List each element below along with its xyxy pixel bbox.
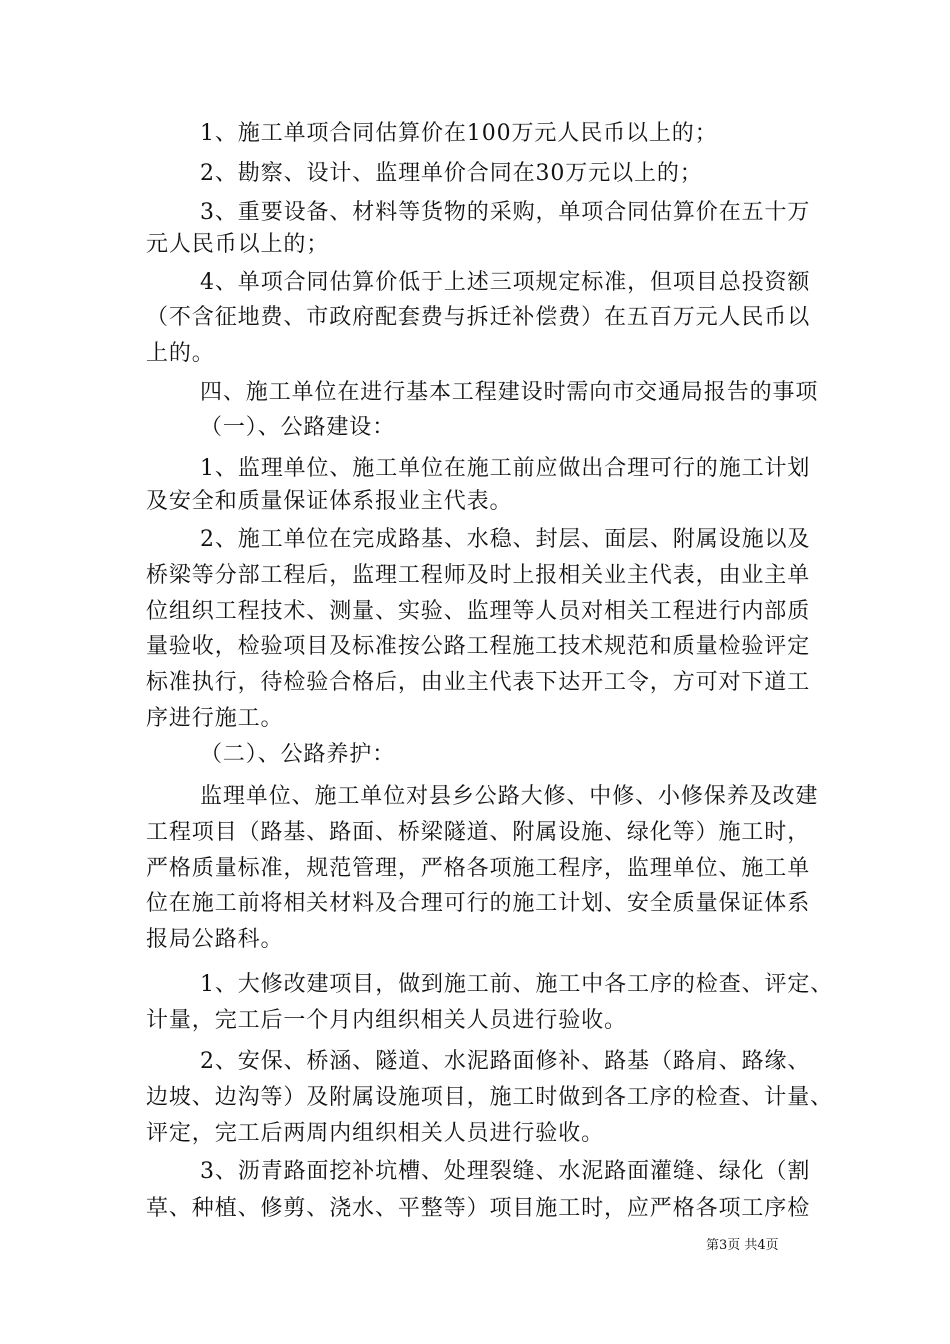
- subsection-heading: （二）、公路养护：: [200, 742, 396, 767]
- text-line: 工程项目（路基、路面、桥梁隧道、附属设施、绿化等）施工时，: [146, 820, 811, 845]
- section-heading: 四、施工单位在进行基本工程建设时需向市交通局报告的事项: [200, 380, 819, 405]
- text-line: 计量，完工后一个月内组织相关人员进行验收。: [146, 1008, 627, 1033]
- text-line: 4、单项合同估算价低于上述三项规定标准，但项目总投资额: [200, 270, 811, 295]
- page-number: 第3页 共4页: [706, 1238, 779, 1253]
- text-line: 1、大修改建项目，做到施工前、施工中各工序的检查、评定、: [200, 972, 834, 997]
- text-line: 边坡、边沟等）及附属设施项目，施工时做到各工序的检查、计量、: [146, 1085, 834, 1110]
- text-line: 监理单位、施工单位对县乡公路大修、中修、小修保养及改建: [200, 784, 819, 809]
- text-line: 2、勘察、设计、监理单价合同在30万元以上的；: [200, 161, 703, 186]
- text-line: 2、施工单位在完成路基、水稳、封层、面层、附属设施以及: [200, 527, 811, 552]
- text-line: 1、施工单项合同估算价在100万元人民币以上的；: [200, 121, 718, 146]
- text-line: 草、种植、修剪、浇水、平整等）项目施工时，应严格各项工序检: [146, 1196, 811, 1221]
- text-line: 位在施工前将相关材料及合理可行的施工计划、安全质量保证体系: [146, 891, 811, 916]
- text-line: 桥梁等分部工程后，监理工程师及时上报相关业主代表，由业主单: [146, 563, 811, 588]
- text-line: 3、沥青路面挖补坑槽、处理裂缝、水泥路面灌缝、绿化（割: [200, 1159, 811, 1184]
- text-line: 量验收，检验项目及标准按公路工程施工技术规范和质量检验评定: [146, 634, 811, 659]
- subsection-heading: （一）、公路建设：: [200, 415, 396, 440]
- text-line: 3、重要设备、材料等货物的采购，单项合同估算价在五十万: [200, 200, 811, 225]
- text-line: （不含征地费、市政府配套费与拆迁补偿费）在五百万元人民币以: [146, 305, 811, 330]
- text-line: 位组织工程技术、测量、实验、监理等人员对相关工程进行内部质: [146, 599, 811, 624]
- text-line: 1、监理单位、施工单位在施工前应做出合理可行的施工计划: [200, 456, 811, 481]
- text-line: 元人民币以上的；: [146, 232, 330, 257]
- text-line: 序进行施工。: [146, 706, 284, 731]
- text-line: 2、安保、桥涵、隧道、水泥路面修补、路基（路肩、路缘、: [200, 1049, 811, 1074]
- text-line: 严格质量标准，规范管理，严格各项施工程序，监理单位、施工单: [146, 856, 811, 881]
- text-line: 报局公路科。: [146, 927, 284, 952]
- text-line: 评定，完工后两周内组织相关人员进行验收。: [146, 1121, 605, 1146]
- text-line: 及安全和质量保证体系报业主代表。: [146, 489, 513, 514]
- text-line: 标准执行，待检验合格后，由业主代表下达开工令，方可对下道工: [146, 670, 811, 695]
- text-line: 上的。: [146, 341, 215, 366]
